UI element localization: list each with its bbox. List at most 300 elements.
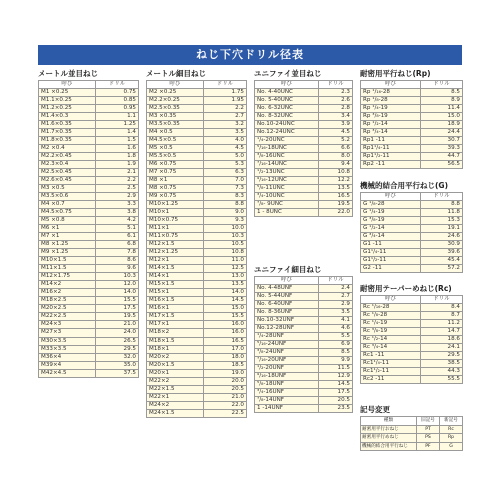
table-row — [147, 161, 247, 169]
thread-size-cell: M9 ×0.75 — [147, 193, 204, 201]
drill-size-cell: 30.7 — [421, 137, 463, 145]
drill-size-cell: 0.75 — [96, 89, 139, 97]
table-row — [147, 353, 247, 361]
drill-size-cell: 55.5 — [421, 376, 463, 384]
table-row — [147, 137, 247, 145]
thread-size-cell: M17×1 — [147, 321, 204, 329]
drill-size-cell: 21.0 — [204, 393, 247, 401]
thread-size-cell: M12×1.5 — [147, 241, 204, 249]
table-row — [147, 249, 247, 257]
rp-table — [360, 80, 463, 169]
thread-size-cell: G ¹/₄-19 — [361, 209, 421, 217]
table-row — [39, 289, 139, 297]
table-row — [39, 217, 139, 225]
drill-size-cell: 24.6 — [421, 233, 463, 241]
table-row — [147, 97, 247, 105]
table-row — [39, 345, 139, 353]
rp-section — [360, 68, 462, 169]
header-new-symbol: 新記号 — [440, 417, 463, 426]
thread-size-cell: M20×1.5 — [147, 361, 204, 369]
header-drill: ドリル — [421, 296, 463, 304]
table-row — [147, 289, 247, 297]
drill-size-cell: 3.5 — [204, 129, 247, 137]
table-row — [255, 153, 353, 161]
drill-size-cell: 9.6 — [96, 265, 139, 273]
drill-size-cell: 2.6 — [319, 97, 353, 105]
thread-size-cell: ⁵/₁₆-18UNC — [255, 145, 319, 153]
drill-size-cell: 20.5 — [204, 385, 247, 393]
drill-size-cell: 10.3 — [96, 273, 139, 281]
drill-size-cell: 4.2 — [96, 217, 139, 225]
thread-size-cell: Rp1 -11 — [361, 137, 421, 145]
thread-size-cell: Rc2 -11 — [361, 376, 421, 384]
drill-size-cell: 19.0 — [204, 369, 247, 377]
table-row — [255, 177, 353, 185]
table-row — [39, 113, 139, 121]
g-section — [360, 180, 462, 273]
table-row — [361, 129, 463, 137]
drill-size-cell: 24.1 — [421, 344, 463, 352]
thread-size-cell: M15×1 — [147, 289, 204, 297]
old-symbol-cell: PF — [417, 442, 440, 451]
table-row — [147, 225, 247, 233]
drill-size-cell: 24.0 — [96, 329, 139, 337]
thread-size-cell: No.12-28UNF — [255, 325, 319, 333]
table-row — [361, 89, 463, 97]
table-row — [147, 113, 247, 121]
table-row — [147, 89, 247, 97]
thread-size-cell: Rp ¹/₁₆-28 — [361, 89, 421, 97]
table-row — [39, 273, 139, 281]
thread-size-cell: M6 ×1 — [39, 225, 96, 233]
table-row — [39, 145, 139, 153]
table-row — [39, 241, 139, 249]
thread-size-cell: M22×1 — [147, 393, 204, 401]
table-row — [255, 397, 353, 405]
thread-size-cell: M33×3.5 — [39, 345, 96, 353]
drill-size-cell: 15.5 — [96, 297, 139, 305]
table-row — [361, 304, 463, 312]
table-row — [147, 385, 247, 393]
thread-size-cell: G1 -11 — [361, 241, 421, 249]
thread-size-cell: M7 ×1 — [39, 233, 96, 241]
table-row — [255, 301, 353, 309]
header-nominal: 呼び — [361, 296, 421, 304]
thread-type-cell: 耐密用平行おねじ — [361, 425, 417, 434]
new-symbol-cell: Rc — [440, 425, 463, 434]
thread-size-cell: M8 ×1 — [147, 177, 204, 185]
table-row — [361, 360, 463, 368]
metric-coarse-table — [38, 80, 139, 378]
header-nominal: 呼び — [255, 81, 319, 89]
drill-size-cell: 8.8 — [421, 201, 463, 209]
thread-size-cell: M11×1.5 — [39, 265, 96, 273]
thread-size-cell: M39×4 — [39, 361, 96, 369]
thread-size-cell: M1 ×0.25 — [39, 89, 96, 97]
metric-fine-title: メートル細目ねじ — [146, 69, 206, 78]
drill-size-cell: 12.0 — [96, 281, 139, 289]
thread-size-cell: M2.5×0.35 — [147, 105, 204, 113]
thread-size-cell: ⁵/₁₆-24UNF — [255, 341, 319, 349]
thread-size-cell: M12×1 — [147, 257, 204, 265]
table-row — [255, 161, 353, 169]
thread-size-cell: M10×1 — [147, 209, 204, 217]
thread-size-cell: No. 6-40UNF — [255, 301, 319, 309]
thread-size-cell: M3 ×0.5 — [39, 185, 96, 193]
thread-size-cell: Rp1¹/₂-11 — [361, 153, 421, 161]
drill-size-cell: 18.5 — [204, 361, 247, 369]
thread-size-cell: M4 ×0.7 — [39, 201, 96, 209]
symbols-table — [360, 416, 463, 451]
table-row — [255, 293, 353, 301]
thread-size-cell: M24×1.5 — [147, 409, 204, 417]
table-row — [361, 336, 463, 344]
thread-size-cell: Rp ³/₄-14 — [361, 129, 421, 137]
drill-size-cell: 2.2 — [96, 177, 139, 185]
drill-size-cell: 16.0 — [204, 321, 247, 329]
thread-size-cell: G ³/₄-14 — [361, 233, 421, 241]
drill-size-cell: 18.9 — [421, 121, 463, 129]
thread-size-cell: Rp ¹/₈-28 — [361, 97, 421, 105]
drill-size-cell: 1.1 — [96, 113, 139, 121]
drill-size-cell: 20.0 — [204, 377, 247, 385]
drill-size-cell: 24.4 — [421, 129, 463, 137]
thread-type-cell: 機械的結合用平行ねじ — [361, 442, 417, 451]
drill-size-cell: 9.4 — [319, 161, 353, 169]
thread-size-cell: M11×1 — [147, 225, 204, 233]
table-row — [39, 201, 139, 209]
thread-size-cell: M3.5×0.35 — [147, 121, 204, 129]
table-row — [361, 312, 463, 320]
symbols-section — [360, 404, 462, 451]
header-nominal: 呼び — [39, 81, 96, 89]
thread-size-cell: No. 5-40UNC — [255, 97, 319, 105]
drill-size-cell: 44.3 — [421, 368, 463, 376]
thread-size-cell: G ³/₈-19 — [361, 217, 421, 225]
thread-size-cell: M1.2×0.25 — [39, 105, 96, 113]
drill-size-cell: 5.3 — [204, 161, 247, 169]
new-symbol-cell: G — [440, 442, 463, 451]
table-row — [361, 257, 463, 265]
table-row — [147, 209, 247, 217]
table-row — [39, 185, 139, 193]
table-row — [147, 361, 247, 369]
drill-size-cell: 2.1 — [96, 169, 139, 177]
thread-size-cell: M18×2.5 — [39, 297, 96, 305]
thread-size-cell: M8 ×0.75 — [147, 185, 204, 193]
drill-size-cell: 7.0 — [204, 177, 247, 185]
drill-size-cell: 15.3 — [421, 217, 463, 225]
drill-size-cell: 5.5 — [319, 333, 353, 341]
thread-size-cell: M4.5×0.75 — [39, 209, 96, 217]
thread-size-cell: Rp ¹/₂-14 — [361, 121, 421, 129]
drill-size-cell: 22.5 — [204, 409, 247, 417]
thread-size-cell: ⁷/₁₆-20UNF — [255, 357, 319, 365]
table-row — [361, 352, 463, 360]
g-title: 機械的結合用平行ねじ(G) — [360, 181, 449, 190]
table-row — [147, 217, 247, 225]
table-row — [147, 233, 247, 241]
table-row — [147, 337, 247, 345]
thread-size-cell: ⁹/₁₆-12UNC — [255, 177, 319, 185]
table-row — [39, 369, 139, 377]
drill-size-cell: 5.2 — [319, 137, 353, 145]
thread-size-cell: No. 4-40UNC — [255, 89, 319, 97]
thread-size-cell: No. 8-36UNF — [255, 309, 319, 317]
thread-size-cell: M2 ×0.4 — [39, 145, 96, 153]
thread-size-cell: M30×3.5 — [39, 337, 96, 345]
metric-coarse-section — [38, 68, 138, 378]
drill-size-cell: 2.7 — [204, 113, 247, 121]
drill-size-cell: 4.5 — [319, 129, 353, 137]
drill-size-cell: 5.1 — [96, 225, 139, 233]
page-title: ねじ下穴ドリル径表 — [38, 45, 462, 65]
drill-size-cell: 6.6 — [319, 145, 353, 153]
table-row — [147, 241, 247, 249]
drill-size-cell: 19.5 — [319, 201, 353, 209]
unified-fine-section — [254, 264, 352, 413]
drill-size-cell: 10.0 — [204, 225, 247, 233]
thread-size-cell: G2 -11 — [361, 265, 421, 273]
thread-size-cell: Rc1¹/₂-11 — [361, 368, 421, 376]
table-row — [361, 161, 463, 169]
thread-size-cell: M3 ×0.35 — [147, 113, 204, 121]
table-row — [255, 145, 353, 153]
table-row — [39, 337, 139, 345]
drill-size-cell: 13.5 — [319, 185, 353, 193]
table-row — [147, 281, 247, 289]
thread-size-cell: M36×4 — [39, 353, 96, 361]
table-row — [255, 317, 353, 325]
table-row — [255, 201, 353, 209]
thread-type-cell: 耐密用平行めねじ — [361, 434, 417, 443]
table-row — [39, 361, 139, 369]
drill-size-cell: 22.0 — [319, 209, 353, 217]
drill-size-cell: 38.5 — [421, 360, 463, 368]
drill-size-cell: 2.3 — [319, 89, 353, 97]
thread-size-cell: M5 ×0.5 — [147, 145, 204, 153]
drill-size-cell: 37.5 — [96, 369, 139, 377]
table-row — [39, 297, 139, 305]
thread-size-cell: M18×1.5 — [147, 337, 204, 345]
thread-size-cell: M10×0.75 — [147, 217, 204, 225]
rp-title: 耐密用平行ねじ(Rp) — [360, 69, 431, 78]
table-row — [255, 357, 353, 365]
drill-size-cell: 1.5 — [96, 137, 139, 145]
table-row — [361, 217, 463, 225]
thread-size-cell: G1¹/₂-11 — [361, 257, 421, 265]
drill-size-cell: 2.2 — [204, 105, 247, 113]
thread-size-cell: Rp1¹/₄-11 — [361, 145, 421, 153]
thread-size-cell: M14×2 — [39, 281, 96, 289]
drill-size-cell: 14.5 — [204, 297, 247, 305]
table-row — [39, 137, 139, 145]
thread-size-cell: ⁹/₁₆-18UNF — [255, 373, 319, 381]
drill-size-cell: 6.9 — [319, 341, 353, 349]
drill-size-cell: 8.4 — [421, 304, 463, 312]
thread-size-cell: M14×1 — [147, 273, 204, 281]
drill-size-cell: 8.8 — [204, 201, 247, 209]
drill-size-cell: 17.0 — [204, 345, 247, 353]
table-row — [147, 169, 247, 177]
header-drill: ドリル — [421, 193, 463, 201]
table-row — [147, 129, 247, 137]
thread-size-cell: Rc ¹/₄-19 — [361, 320, 421, 328]
thread-size-cell: M24×3 — [39, 321, 96, 329]
table-row — [255, 333, 353, 341]
table-row — [255, 325, 353, 333]
table-row — [361, 320, 463, 328]
thread-size-cell: M16×2 — [39, 289, 96, 297]
old-symbol-cell: PS — [417, 434, 440, 443]
thread-size-cell: M12×1.75 — [39, 273, 96, 281]
table-row — [255, 389, 353, 397]
thread-size-cell: No.10-24UNC — [255, 121, 319, 129]
drill-size-cell: 3.3 — [96, 201, 139, 209]
drill-size-cell: 39.3 — [421, 145, 463, 153]
drill-size-cell: 3.4 — [319, 113, 353, 121]
drill-size-cell: 29.5 — [96, 345, 139, 353]
table-row — [147, 193, 247, 201]
table-row — [147, 257, 247, 265]
drill-size-cell: 4.0 — [204, 137, 247, 145]
drill-size-cell: 8.3 — [204, 193, 247, 201]
drill-size-cell: 3.2 — [204, 121, 247, 129]
metric-fine-section — [146, 68, 246, 418]
header-old-symbol: 旧記号 — [417, 417, 440, 426]
thread-size-cell: M1.1×0.25 — [39, 97, 96, 105]
drill-size-cell: 4.6 — [319, 325, 353, 333]
table-row — [39, 209, 139, 217]
drill-size-cell: 2.7 — [319, 293, 353, 301]
table-row — [255, 373, 353, 381]
drill-size-cell: 1.9 — [96, 161, 139, 169]
table-row — [255, 105, 353, 113]
drill-size-cell: 14.7 — [421, 328, 463, 336]
drill-size-cell: 16.5 — [319, 193, 353, 201]
table-row — [255, 341, 353, 349]
drill-size-cell: 3.8 — [96, 209, 139, 217]
drill-size-cell: 13.5 — [204, 281, 247, 289]
drill-size-cell: 4.1 — [319, 317, 353, 325]
drill-size-cell: 21.0 — [96, 321, 139, 329]
drill-size-cell: 13.0 — [204, 273, 247, 281]
drill-size-cell: 6.1 — [96, 233, 139, 241]
drill-size-cell: 56.5 — [421, 161, 463, 169]
drill-size-cell: 19.5 — [96, 313, 139, 321]
table-row — [255, 129, 353, 137]
drill-size-cell: 3.9 — [319, 121, 353, 129]
thread-size-cell: Rc1¹/₄-11 — [361, 360, 421, 368]
table-row — [39, 225, 139, 233]
thread-size-cell: Rp ³/₈-19 — [361, 113, 421, 121]
drill-size-cell: 14.5 — [319, 381, 353, 389]
thread-size-cell: M11×0.75 — [147, 233, 204, 241]
drill-size-cell: 30.9 — [421, 241, 463, 249]
thread-size-cell: ⁵/₈-18UNF — [255, 381, 319, 389]
thread-size-cell: M5.5×0.5 — [147, 153, 204, 161]
drill-size-cell: 10.8 — [204, 249, 247, 257]
table-row — [147, 177, 247, 185]
table-row — [361, 153, 463, 161]
drill-size-cell: 18.0 — [204, 353, 247, 361]
thread-size-cell: M42×4.5 — [39, 369, 96, 377]
thread-size-cell: M7 ×0.75 — [147, 169, 204, 177]
thread-size-cell: Rc ³/₄-14 — [361, 344, 421, 352]
thread-size-cell: M20×2 — [147, 353, 204, 361]
table-row — [361, 97, 463, 105]
drill-size-cell: 7.8 — [96, 249, 139, 257]
unified-coarse-section — [254, 68, 352, 217]
table-row — [147, 401, 247, 409]
table-row — [255, 349, 353, 357]
thread-size-cell: ¹/₄-20UNC — [255, 137, 319, 145]
table-row — [361, 241, 463, 249]
drill-size-cell: 2.8 — [319, 105, 353, 113]
thread-size-cell: ³/₈-16UNC — [255, 153, 319, 161]
drill-size-cell: 14.0 — [204, 289, 247, 297]
drill-size-cell: 8.5 — [319, 349, 353, 357]
thread-size-cell: ¹/₄-28UNF — [255, 333, 319, 341]
table-row — [39, 265, 139, 273]
table-row — [255, 121, 353, 129]
thread-size-cell: M2.2×0.25 — [147, 97, 204, 105]
drill-size-cell: 1.95 — [204, 97, 247, 105]
thread-size-cell: 1 -14UNF — [255, 405, 319, 413]
drill-size-cell: 16.0 — [204, 329, 247, 337]
rc-table — [360, 295, 463, 384]
table-row — [255, 89, 353, 97]
thread-size-cell: ¹/₂-20UNF — [255, 365, 319, 373]
thread-size-cell: No.12-24UNC — [255, 129, 319, 137]
thread-size-cell: ⁷/₈- 9UNC — [255, 201, 319, 209]
thread-size-cell: ³/₄-16UNF — [255, 389, 319, 397]
header-nominal: 呼び — [255, 277, 319, 285]
table-row — [255, 365, 353, 373]
thread-size-cell: G ¹/₂-14 — [361, 225, 421, 233]
table-row — [255, 193, 353, 201]
drill-size-cell: 5.0 — [204, 153, 247, 161]
table-row — [39, 129, 139, 137]
thread-size-cell: M16×1.5 — [147, 297, 204, 305]
thread-size-cell: Rp ¹/₄-19 — [361, 105, 421, 113]
drill-size-cell: 9.0 — [204, 209, 247, 217]
metric-fine-table — [146, 80, 247, 418]
table-row — [361, 434, 463, 443]
unified-coarse-title: ユニファイ並目ねじ — [254, 69, 322, 78]
drill-size-cell: 7.3 — [204, 185, 247, 193]
table-row — [255, 137, 353, 145]
thread-size-cell: M18×1 — [147, 345, 204, 353]
table-row — [361, 201, 463, 209]
drill-size-cell: 14.0 — [96, 289, 139, 297]
table-row — [39, 353, 139, 361]
table-row — [361, 145, 463, 153]
old-symbol-cell: PT — [417, 425, 440, 434]
table-row — [39, 161, 139, 169]
thread-size-cell: Rc1 -11 — [361, 352, 421, 360]
table-row — [39, 233, 139, 241]
drill-size-cell: 18.6 — [421, 336, 463, 344]
drill-size-cell: 20.5 — [319, 397, 353, 405]
table-row — [147, 185, 247, 193]
header-drill: ドリル — [319, 81, 353, 89]
thread-size-cell: M24×2 — [147, 401, 204, 409]
table-row — [147, 121, 247, 129]
table-row — [147, 145, 247, 153]
drill-size-cell: 57.2 — [421, 265, 463, 273]
drill-size-cell: 11.0 — [204, 257, 247, 265]
